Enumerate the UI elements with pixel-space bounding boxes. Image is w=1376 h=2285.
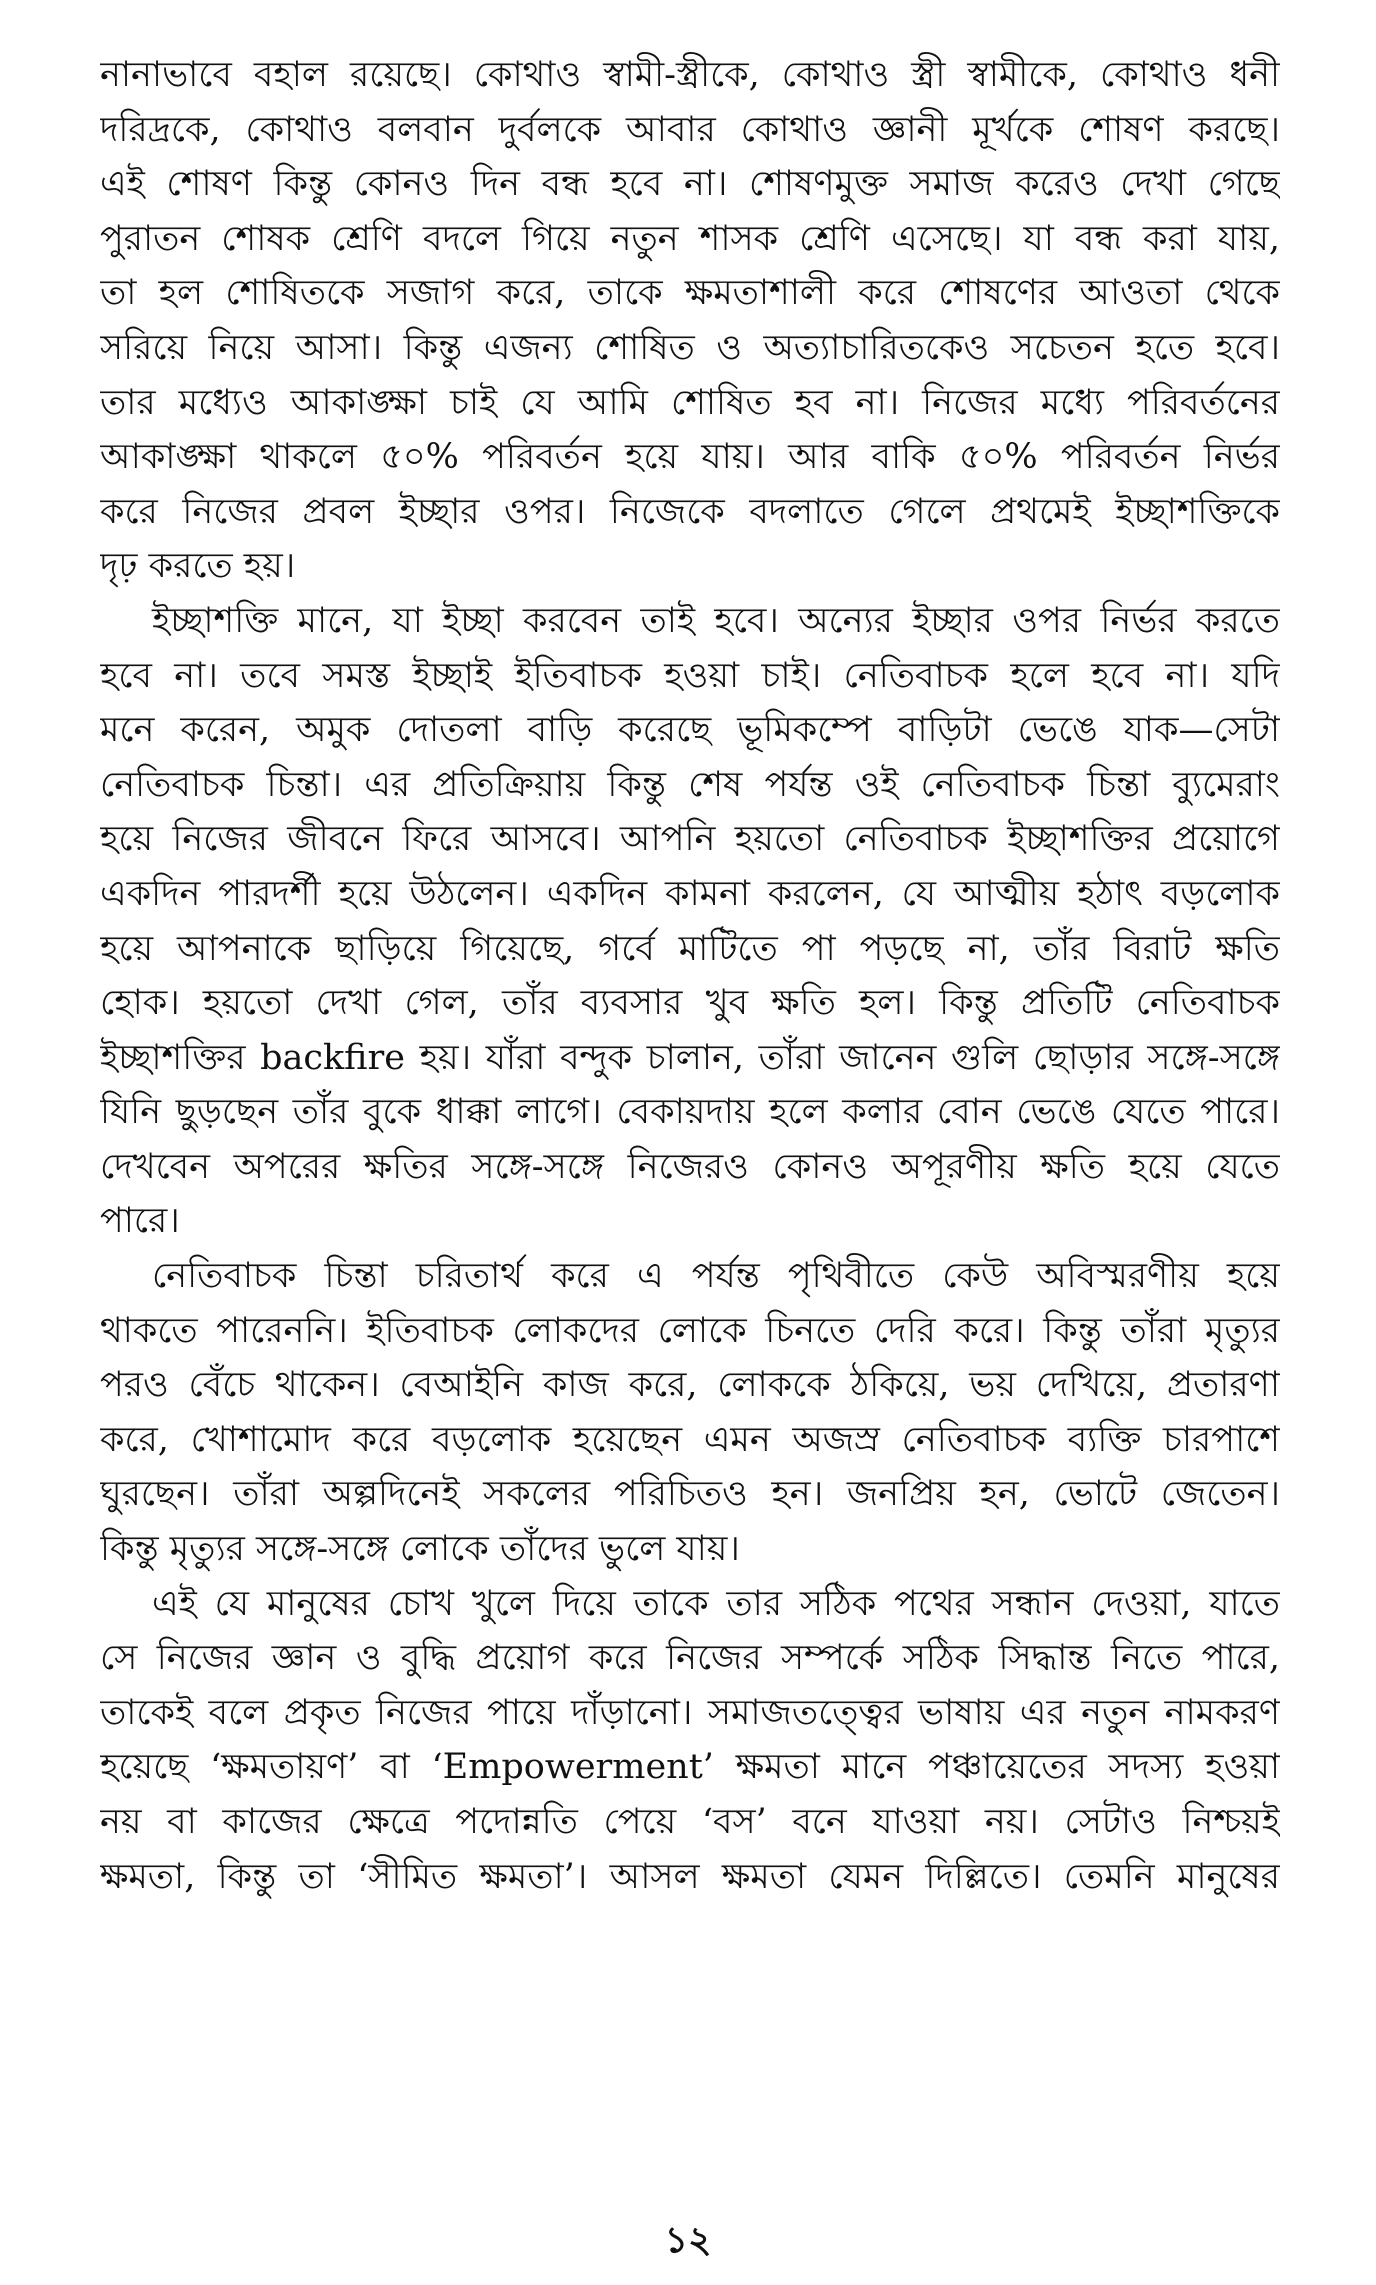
text-line: দেখবেন অপরের ক্ষতির সঙ্গে-সঙ্গে নিজেরও কোনও অপূরণীয় ক্ষতি হয়ে যেতে bbox=[100, 1146, 1280, 1187]
text-line: নেতিবাচক চিন্তা। এর প্রতিক্রিয়ায় কিন্তু শেষ পর্যন্ত ওই নেতিবাচক চিন্তা ব্যুমেরাং bbox=[100, 764, 1280, 805]
text-line: মনে করেন, অমুক দোতলা বাড়ি করেছে ভূমিকম্পে বাড়িটা ভেঙে যাক—সেটা bbox=[100, 710, 1280, 751]
text-line: এই যে মানুষের চোখ খুলে দিয়ে তাকে তার সঠিক পথের সন্ধান দেওয়া, যাতে bbox=[152, 1583, 1280, 1624]
text-line: সরিয়ে নিয়ে আসা। কিন্তু এজন্য শোষিত ও অত্যাচারিতকেও সচেতন হতে হবে। bbox=[100, 327, 1280, 368]
text-line: হোক। হয়তো দেখা গেল, তাঁর ব্যবসার খুব ক্ষতি হল। কিন্তু প্রতিটি নেতিবাচক bbox=[100, 983, 1280, 1024]
text-line: দরিদ্রকে, কোথাও বলবান দুর্বলকে আবার কোথাও জ্ঞানী মূর্খকে শোষণ করছে। bbox=[100, 109, 1280, 150]
text-line: ক্ষমতা, কিন্তু তা ‘সীমিত ক্ষমতা’। আসল ক্ষমতা যেমন দিল্লিতে। তেমনি মানুষের bbox=[100, 1856, 1280, 1897]
text-line: থাকতে পারেননি। ইতিবাচক লোকদের লোকে চিনতে দেরি করে। কিন্তু তাঁরা মৃত্যুর bbox=[100, 1310, 1280, 1351]
text-line: তার মধ্যেও আকাঙ্ক্ষা চাই যে আমি শোষিত হব না। নিজের মধ্যে পরিবর্তনের bbox=[100, 382, 1280, 423]
text-line: এই শোষণ কিন্তু কোনও দিন বন্ধ হবে না। শোষণমুক্ত সমাজ করেও দেখা গেছে bbox=[100, 164, 1280, 205]
text-line: ইচ্ছাশক্তির backfire হয়। যাঁরা বন্দুক চালান, তাঁরা জানেন গুলি ছোড়ার সঙ্গে-সঙ্গে bbox=[100, 1037, 1280, 1078]
text-line: যিনি ছুড়ছেন তাঁর বুকে ধাক্কা লাগে। বেকায়দায় হলে কলার বোন ভেঙে যেতে পারে। bbox=[100, 1092, 1280, 1133]
body-text bbox=[100, 48, 1280, 1904]
text-line: পারে। bbox=[100, 1201, 180, 1242]
text-line: একদিন পারদর্শী হয়ে উঠলেন। একদিন কামনা করলেন, যে আত্মীয় হঠাৎ বড়লোক bbox=[100, 873, 1280, 914]
page-number: ১২ bbox=[664, 2219, 712, 2261]
text-line: করে নিজের প্রবল ইচ্ছার ওপর। নিজেকে বদলাতে গেলে প্রথমেই ইচ্ছাশক্তিকে bbox=[100, 491, 1280, 532]
text-line: দৃঢ় করতে হয়। bbox=[100, 546, 296, 587]
text-line: নয় বা কাজের ক্ষেত্রে পদোন্নতি পেয়ে ‘বস’ বনে যাওয়া নয়। সেটাও নিশ্চয়ই bbox=[100, 1802, 1280, 1842]
text-line: নেতিবাচক চিন্তা চরিতার্থ করে এ পর্যন্ত পৃথিবীতে কেউ অবিস্মরণীয় হয়ে bbox=[152, 1256, 1280, 1297]
text-line: সে নিজের জ্ঞান ও বুদ্ধি প্রয়োগ করে নিজের সম্পর্কে সঠিক সিদ্ধান্ত নিতে পারে, bbox=[100, 1638, 1280, 1679]
text-line: তাকেই বলে প্রকৃত নিজের পায়ে দাঁড়ানো। সমাজতত্ত্বের ভাষায় এর নতুন নামকরণ bbox=[100, 1692, 1280, 1733]
text-line: হয়ে আপনাকে ছাড়িয়ে গিয়েছে, গর্বে মাটিতে পা পড়ছে না, তাঁর বিরাট ক্ষতি bbox=[100, 928, 1280, 969]
text-line: পুরাতন শোষক শ্রেণি বদলে গিয়ে নতুন শাসক শ্রেণি এসেছে। যা বন্ধ করা যায়, bbox=[100, 218, 1280, 259]
text-line: করে, খোশামোদ করে বড়লোক হয়েছেন এমন অজস্র নেতিবাচক ব্যক্তি চারপাশে bbox=[100, 1419, 1280, 1460]
text-line: হবে না। তবে সমস্ত ইচ্ছাই ইতিবাচক হওয়া চাই। নেতিবাচক হলে হবে না। যদি bbox=[100, 655, 1280, 696]
text-line: আকাঙ্ক্ষা থাকলে ৫০% পরিবর্তন হয়ে যায়। আর বাকি ৫০% পরিবর্তন নির্ভর bbox=[100, 437, 1280, 478]
text-line: হয়েছে ‘ক্ষমতায়ণ’ বা ‘Empowerment’ ক্ষমতা মানে পঞ্চায়েতের সদস্য হওয়া bbox=[100, 1747, 1280, 1788]
text-line: কিন্তু মৃত্যুর সঙ্গে-সঙ্গে লোকে তাঁদের ভুলে যায়। bbox=[100, 1529, 740, 1570]
text-line: ঘুরছেন। তাঁরা অল্পদিনেই সকলের পরিচিতও হন। জনপ্রিয় হন, ভোটে জেতেন। bbox=[100, 1474, 1280, 1515]
text-line: নানাভাবে বহাল রয়েছে। কোথাও স্বামী-স্ত্রীকে, কোথাও স্ত্রী স্বামীকে, কোথাও ধনী bbox=[100, 55, 1280, 95]
text-line: ইচ্ছাশক্তি মানে, যা ইচ্ছা করবেন তাই হবে। অন্যের ইচ্ছার ওপর নির্ভর করতে bbox=[152, 600, 1280, 641]
text-line: তা হল শোষিতকে সজাগ করে, তাকে ক্ষমতাশালী করে শোষণের আওতা থেকে bbox=[100, 273, 1280, 314]
text-line: পরও বেঁচে থাকেন। বেআইনি কাজ করে, লোককে ঠকিয়ে, ভয় দেখিয়ে, প্রতারণা bbox=[100, 1365, 1280, 1406]
text-line: হয়ে নিজের জীবনে ফিরে আসবে। আপনি হয়তো নেতিবাচক ইচ্ছাশক্তির প্রয়োগে bbox=[100, 819, 1280, 860]
